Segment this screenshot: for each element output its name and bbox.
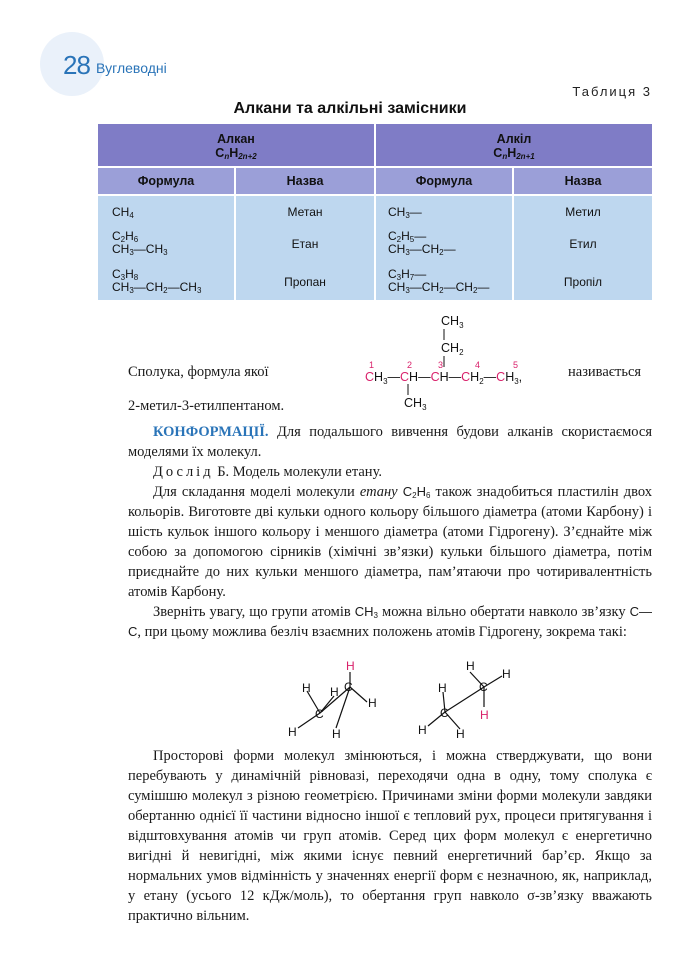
formula-c3h8: $C_3H_8$ $CH_3—CH_2—CH_3$ [112, 267, 202, 295]
formula-ch4: $CH_4$ [112, 205, 134, 220]
name-methane: Метан [287, 205, 323, 219]
alkyl-header-label: Алкіл [496, 132, 532, 146]
svg-text:C: C [440, 706, 449, 720]
locant-2: 2 [407, 360, 413, 370]
svg-text:H: H [480, 708, 489, 722]
experiment-title-text: Б. Модель молекули етану. [213, 464, 382, 480]
name-propane: Пропан [284, 275, 326, 289]
ethane-conformations-diagram [280, 650, 540, 745]
svg-text:H: H [332, 727, 341, 741]
p2-c: , при цьому можлива безліч взаємних положень атомів Гідрогену, зокрема такі: [137, 624, 627, 640]
table-title: Алкани та алкільні замісники [233, 100, 467, 117]
locant-1: 1 [369, 360, 375, 370]
svg-text:H: H [346, 659, 355, 673]
formula-c: C [493, 146, 503, 160]
experiment-paragraph [128, 482, 652, 602]
alkane-header [98, 124, 374, 166]
svg-text:H: H [368, 696, 377, 710]
formula-propyl: $C_3H_7—$ $CH_3—CH_2—CH_2—$ [388, 267, 490, 295]
formula-h: H [229, 146, 239, 160]
col-alkane-formula: Формула [98, 168, 234, 194]
alkyl-header [376, 124, 652, 166]
alkyl-general-formula [376, 146, 652, 160]
name-ethane: Етан [291, 237, 319, 251]
svg-text:H: H [456, 727, 465, 741]
svg-text:C: C [344, 680, 353, 694]
svg-text:H: H [302, 681, 311, 695]
alkane-header-label: Алкан [217, 132, 255, 146]
conformations-heading: КОНФОРМАЦІЇ. [153, 424, 269, 440]
locant-4: 4 [475, 360, 481, 370]
conformations-paragraph [128, 422, 652, 462]
table-label: Таблиця 3 [572, 84, 652, 99]
col-alkyl-name: Назва [514, 168, 652, 194]
ch3-bottom: $CH_3$ [404, 396, 427, 412]
svg-text:H: H [438, 681, 447, 695]
molecule-eclipsed [288, 659, 377, 741]
compound-before: Сполука, формула якої [128, 364, 269, 380]
compound-name: 2-метил-3-етилпентаном. [128, 398, 285, 414]
name-methyl: Метил [565, 205, 601, 219]
formula-n: n [502, 152, 508, 161]
svg-text:C: C [479, 680, 488, 694]
name-ethyl: Етил [569, 237, 597, 251]
col-alkyl-formula: Формула [376, 168, 512, 194]
main-chain: $CH_3—CH—CH—CH_2—CH_3$, [365, 370, 523, 386]
formula-n: n [224, 152, 230, 161]
p1-em: етану [359, 484, 398, 500]
col-alkane-name: Назва [236, 168, 374, 194]
svg-text:H: H [502, 667, 511, 681]
ch2-top: $CH_2$ [441, 341, 464, 357]
formula-c2h6-inline: $C_2H_6$ [402, 484, 431, 500]
alkanes-table [98, 124, 652, 300]
p1-b: також знадобиться пластилін двох кольорів. Виготовте дві кульки одного кольору більшого діаметра (атоми Карбону) і шість кульок іншого кольору і меншого діаметра (атоми Гідрогену). З’єднайте між собою за допомогою сірників (хімічні зв’язки) кульки більшого діаметра, потім приєднайте до них кульки меншого діаметра, пам’ятаючи про чотиривалентність атомів Карбону. [128, 484, 652, 600]
formula-h: H [507, 146, 517, 160]
formula-c: C [215, 146, 225, 160]
molecule-staggered [418, 659, 511, 741]
svg-text:H: H [418, 723, 427, 737]
formula-ethyl: $C_2H_5—$ $CH_3—CH_2—$ [388, 229, 456, 257]
experiment-label: Дослід [153, 464, 214, 480]
cc-bond: C—C [128, 604, 652, 639]
chapter-title: Вуглеводні [96, 60, 167, 76]
svg-text:H: H [330, 685, 339, 699]
formula-sub: 2n+1 [516, 152, 535, 161]
p2-b: можна вільно обертати навколо зв’язку [378, 604, 630, 620]
formula-c2h6: $C_2H_6$ $CH_3—CH_3$ [112, 229, 168, 257]
svg-text:H: H [288, 725, 297, 739]
conformations-text: Для подальшого вивчення будови алканів скористаємося моделями їх молекул. [128, 424, 652, 460]
structural-formula [355, 310, 565, 412]
final-paragraph: Просторові форми молекул змінюються, і можна стверджувати, що вони перебувають у динамічній рівновазі, переходячи одна в одну, тому сполука є сумішшю молекул з різною геометрією. Причинами зміни форми молекули завдяки обертанню однієї її частини відносно іншої є тепловий рух, процеси притягування і відштовхування атомів чи груп атомів. Серед цих форм молекул є енергетично вигідні й невигідні, між якими існує певний енергетичний бар’єр. Якщо за нормальних умов відмінність у значеннях енергії форм є незначною, як, наприклад, у етану (усього 12 кДж/моль), то обертання груп навколо σ-зв’язку вважають практично вільним. [128, 748, 652, 924]
experiment-title [128, 462, 652, 482]
svg-text:C: C [315, 707, 324, 721]
rotation-paragraph [128, 602, 652, 642]
svg-text:H: H [466, 659, 475, 673]
ch3-top: $CH_3$ [441, 314, 464, 330]
p2-a: Зверніть увагу, що групи атомів [153, 604, 355, 620]
compound-after: називається [568, 364, 642, 380]
p1-a: Для складання моделі молекули [153, 484, 360, 500]
page-number: 28 [63, 50, 90, 80]
locant-3: 3 [438, 360, 444, 370]
formula-methyl: $CH_3—$ [388, 205, 422, 220]
locant-5: 5 [513, 360, 519, 370]
formula-sub: 2n+2 [238, 152, 257, 161]
alkane-general-formula [98, 146, 374, 160]
formula-ch3-inline: $CH_3$ [354, 604, 378, 620]
name-propyl: Пропіл [563, 275, 603, 289]
